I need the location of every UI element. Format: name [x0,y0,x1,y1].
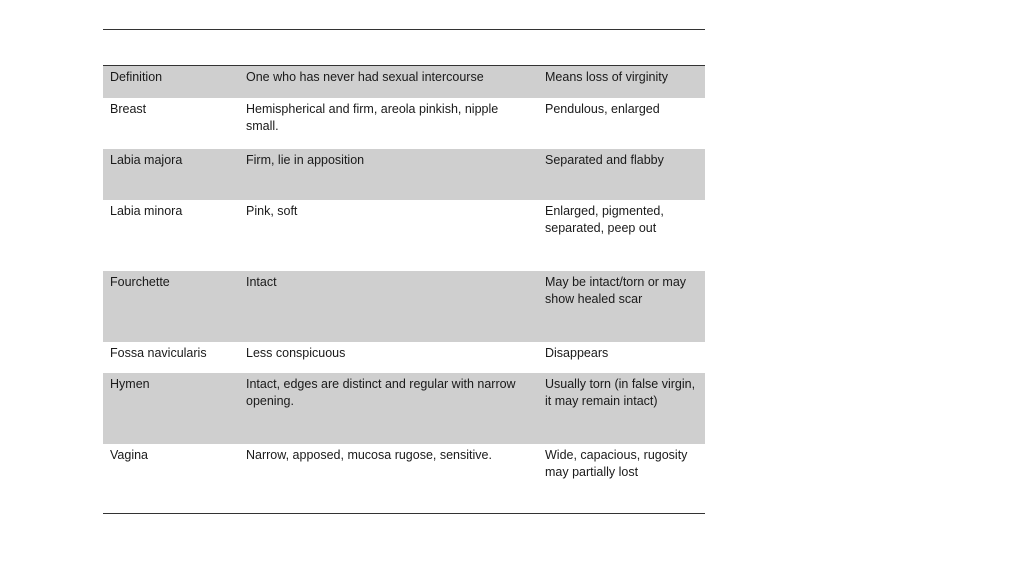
table-row-labia-majora [103,149,705,200]
feature-cell: Breast [110,102,147,116]
table-row-fourchette [103,271,705,342]
virgin-cell: Narrow, apposed, mucosa rugose, sensitive. [246,448,492,462]
virgin-cell: One who has never had sexual intercourse [246,70,484,84]
feature-cell: Definition [110,70,163,84]
feature-cell: Vagina [110,448,148,462]
table-row-breast [103,98,705,149]
table-row-definition [103,66,705,98]
bottom-rule [103,513,705,514]
deflorate-cell: Separated and flabby [545,153,664,167]
virgin-cell: Less conspicuous [246,346,346,360]
top-rule [103,29,705,30]
virgin-cell: Intact, edges are distinct and regular with narrow opening. [246,377,516,408]
table-row-hymen [103,373,705,444]
table-row-labia-minora [103,200,705,271]
feature-cell: Labia majora [110,153,183,167]
feature-cell: Hymen [110,377,150,391]
deflorate-cell: Wide, capacious, rugosity may partially lost [545,448,688,479]
table-row-vagina [103,444,705,514]
feature-cell: Fourchette [110,275,170,289]
virgin-cell: Pink, soft [246,204,298,218]
deflorate-cell: Pendulous, enlarged [545,102,660,116]
virgin-cell: Firm, lie in apposition [246,153,365,167]
deflorate-cell: May be intact/torn or may show healed scar [545,275,687,306]
comparison-table [103,65,705,514]
table-row-fossa-navicularis [103,342,705,373]
virgin-cell: Intact [246,275,277,289]
deflorate-cell: Disappears [545,346,609,360]
feature-cell: Labia minora [110,204,183,218]
virgin-cell: Hemispherical and firm, areola pinkish, nipple small. [246,102,499,133]
deflorate-cell: Usually torn (in false virgin, it may remain intact) [545,377,696,408]
deflorate-cell: Means loss of virginity [545,70,668,84]
deflorate-cell: Enlarged, pigmented, separated, peep out [545,204,664,235]
feature-cell: Fossa navicularis [110,346,207,360]
